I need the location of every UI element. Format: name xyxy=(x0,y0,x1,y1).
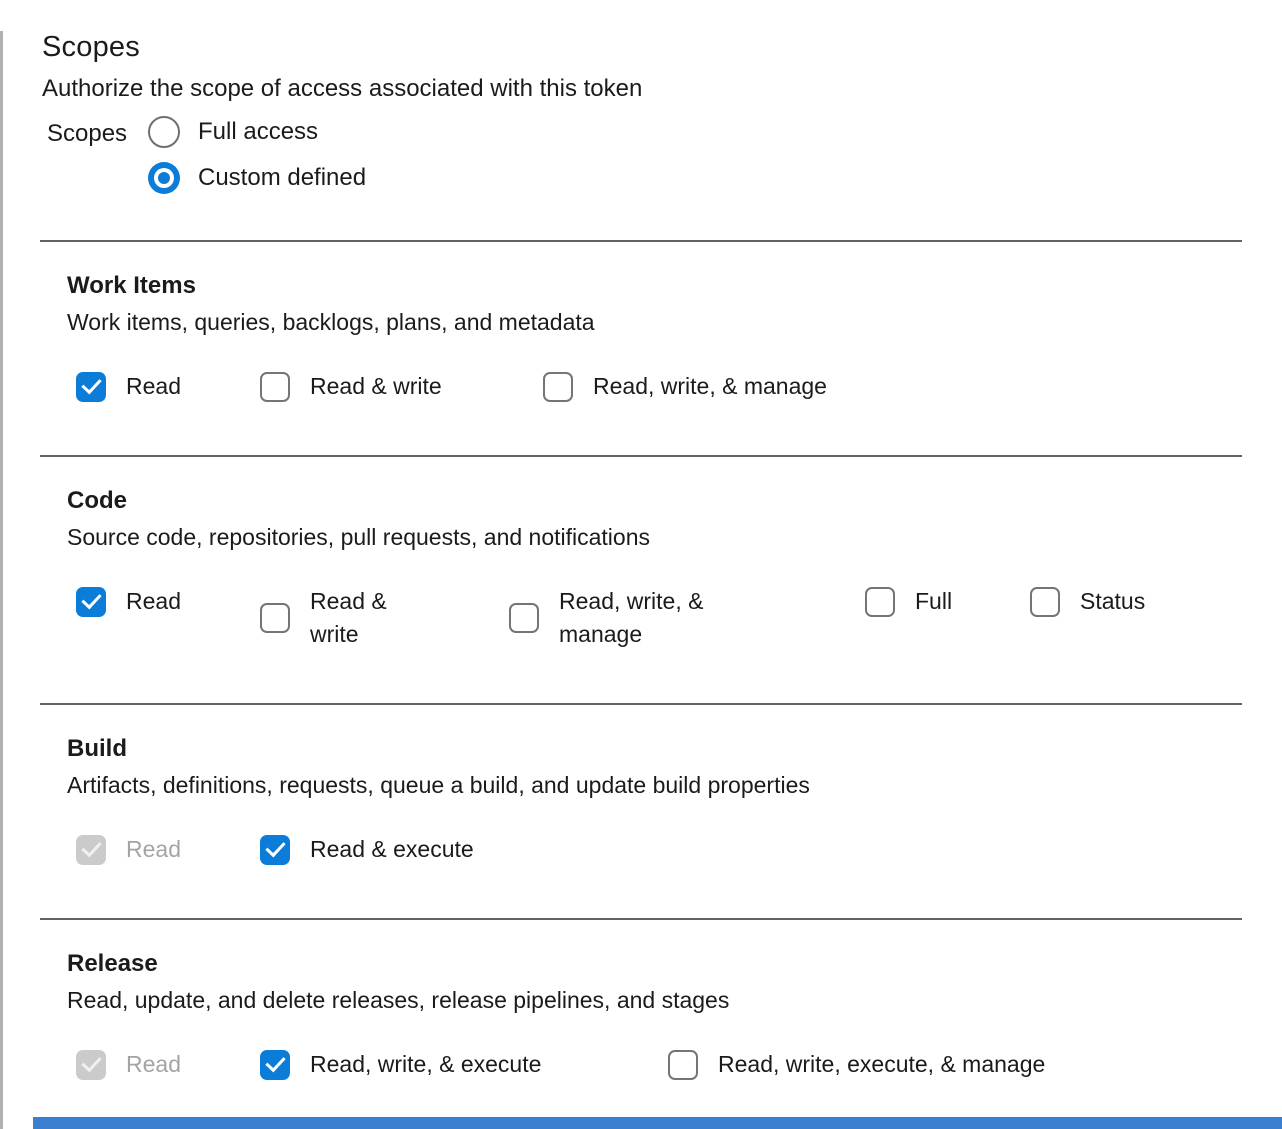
section-title: Build xyxy=(67,735,127,762)
section-description: Work items, queries, backlogs, plans, and metadata xyxy=(67,309,595,335)
section-code xyxy=(0,487,1282,651)
checkbox-label: Read xyxy=(126,588,181,614)
page-subtitle: Authorize the scope of access associated with this token xyxy=(42,75,643,102)
section-release xyxy=(0,950,1282,1081)
scope-option-read-write-manage xyxy=(543,370,827,403)
section-divider xyxy=(40,240,1242,242)
checkbox-label: Full xyxy=(915,588,953,614)
work-items-options-row xyxy=(76,370,1282,403)
section-divider xyxy=(40,703,1242,705)
read-write-checkbox[interactable] xyxy=(260,603,290,633)
section-divider xyxy=(40,918,1242,920)
bottom-accent-bar xyxy=(33,1117,1282,1129)
scope-option-read-write xyxy=(260,585,509,651)
full-access-label: Full access xyxy=(198,118,319,145)
code-options-row xyxy=(76,585,1282,651)
scopes-field-label: Scopes xyxy=(47,120,128,147)
section-build xyxy=(0,735,1282,866)
read-write-manage-checkbox[interactable] xyxy=(543,372,573,402)
read-write-manage-checkbox[interactable] xyxy=(509,603,539,633)
radio-option-full-access xyxy=(148,116,366,148)
checkbox-label: Read, write, execute, & manage xyxy=(718,1051,1046,1077)
checkbox-label: Read & write xyxy=(310,373,442,399)
scopes-radio-group xyxy=(148,116,366,194)
section-title: Work Items xyxy=(67,272,196,299)
custom-defined-label: Custom defined xyxy=(198,164,367,191)
checkbox-label: Read xyxy=(126,1051,181,1077)
scope-option-full xyxy=(865,585,1030,618)
section-description: Read, update, and delete releases, release pipelines, and stages xyxy=(67,987,730,1013)
status-checkbox[interactable] xyxy=(1030,587,1060,617)
section-description: Artifacts, definitions, requests, queue a build, and update build properties xyxy=(67,772,810,798)
full-access-radio[interactable] xyxy=(148,116,180,148)
read-checkbox-disabled xyxy=(76,1050,106,1080)
page-title: Scopes xyxy=(42,31,140,63)
panel-left-border xyxy=(0,31,3,1129)
checkbox-label: Read xyxy=(126,373,181,399)
scope-option-status xyxy=(1030,585,1145,618)
checkbox-label: Status xyxy=(1080,588,1146,614)
scope-option-read-disabled xyxy=(76,1048,260,1081)
custom-defined-radio[interactable] xyxy=(148,162,180,194)
section-description: Source code, repositories, pull requests, and notifications xyxy=(67,524,650,550)
checkbox-label: Read, write, & manage xyxy=(593,373,827,399)
release-options-row xyxy=(76,1048,1282,1081)
checkbox-label: Read xyxy=(126,836,181,862)
section-title: Release xyxy=(67,950,158,977)
scope-option-read xyxy=(76,585,260,618)
scope-option-read-write-execute-manage xyxy=(668,1048,1045,1081)
read-write-checkbox[interactable] xyxy=(260,372,290,402)
read-write-execute-manage-checkbox[interactable] xyxy=(668,1050,698,1080)
build-options-row xyxy=(76,833,1282,866)
section-title: Code xyxy=(67,487,127,514)
full-checkbox[interactable] xyxy=(865,587,895,617)
radio-option-custom-defined xyxy=(148,162,366,194)
checkbox-label: Read, write, & execute xyxy=(310,1051,542,1077)
section-work-items xyxy=(0,272,1282,403)
scope-option-read-write-manage xyxy=(509,585,865,651)
checkbox-label: Read, write, & manage xyxy=(559,588,704,647)
scope-option-read-execute xyxy=(260,833,474,866)
read-execute-checkbox[interactable] xyxy=(260,835,290,865)
checkbox-label: Read & execute xyxy=(310,836,474,862)
read-write-execute-checkbox[interactable] xyxy=(260,1050,290,1080)
read-checkbox[interactable] xyxy=(76,372,106,402)
read-checkbox[interactable] xyxy=(76,587,106,617)
scope-option-read-write-execute xyxy=(260,1048,668,1081)
read-checkbox-disabled xyxy=(76,835,106,865)
scope-option-read-disabled xyxy=(76,833,260,866)
checkbox-label: Read & write xyxy=(310,588,387,647)
scopes-field xyxy=(47,116,1282,194)
scope-option-read-write xyxy=(260,370,543,403)
scope-option-read xyxy=(76,370,260,403)
section-divider xyxy=(40,455,1242,457)
